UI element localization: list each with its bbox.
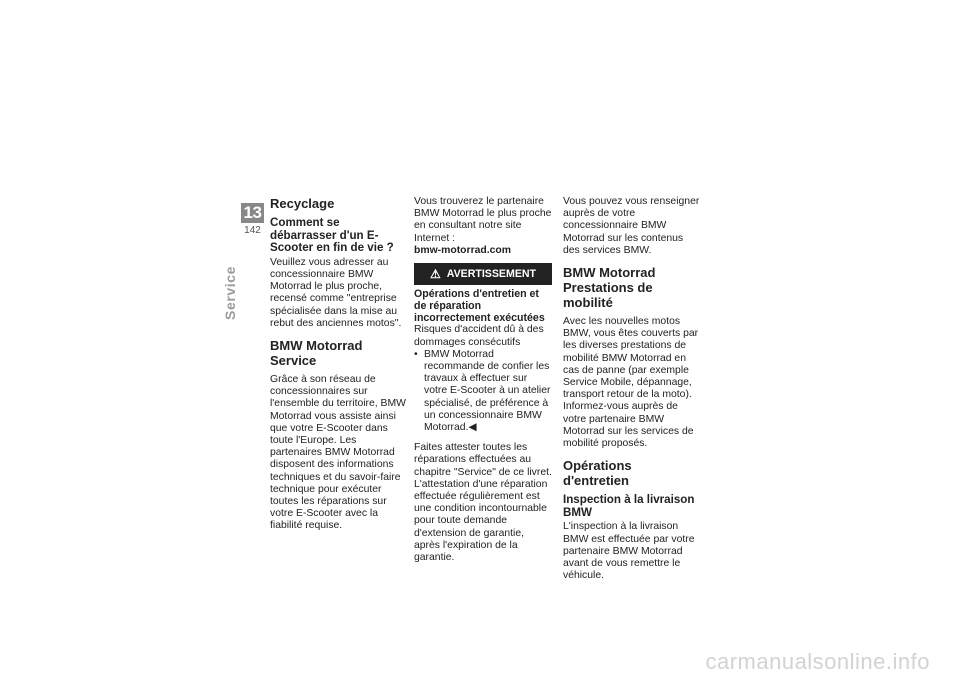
paragraph-mobility-1: Avec les nouvelles motos BMW, vous êtes couverts par les diverses prestations de mobilité BMW Motorrad en cas de panne (par exemple Service Mobile, dépannage, transport retour de la moto). [563, 316, 699, 401]
paragraph-mobility-2: Informez-vous auprès de votre partenaire BMW Motorrad sur les services de mobilité proposés. [563, 401, 694, 450]
bullet-icon: • [414, 348, 418, 360]
paragraph-service: Grâce à son réseau de concessionnaires sur l'ensemble du territoire, BMW Motorrad vous assiste ainsi que votre E-Scooter dans toute l'Europe. Les partenaires BMW Motorrad disposent des informations techniques et du savoir-faire technique pour exécuter toutes les réparations sur votre E-Scooter avec la fiabilité requise. [270, 374, 406, 532]
paragraph-delivery: L'inspection à la livraison BMW est effectuée par votre partenaire BMW Motorrad avant de vous remettre le véhicule. [563, 521, 695, 582]
section-side-label: Service [222, 265, 238, 320]
heading-maintenance: Opérations d'entretien [563, 458, 632, 489]
bullet-text: BMW Motorrad recommande de confier les travaux à effectuer sur votre E-Scooter à un atelier spécialisé, de préférence à un concessionnaire BMW Motorrad.◀ [424, 348, 551, 434]
heading-disposal: Comment se débarrasser d'un E-Scooter en fin de vie ? [270, 216, 394, 255]
paragraph-info: Vous pouvez vous renseigner auprès de votre concessionnaire BMW Motorrad sur les contenus des services BMW. [563, 196, 700, 256]
column-left [270, 196, 408, 541]
warning-title: Opérations d'entretien et de réparation incorrectement exécutées [414, 288, 545, 324]
paragraph-attest: Faites attester toutes les réparations effectuées au chapitre "Service" de ce livret. L'attestation d'une réparation effectuée régulièrement est une condition incontournable pour toute demande d'extension de garantie, après l'expiration de la garantie. [414, 442, 552, 564]
watermark: carmanualsonline.info [705, 649, 930, 674]
warning-label: AVERTISSEMENT [446, 267, 537, 280]
heading-mobility: BMW Motorrad Prestations de mobilité [563, 265, 656, 311]
warning-bullet [414, 349, 552, 434]
page-number: 142 [244, 225, 261, 236]
column-middle [414, 196, 552, 572]
chapter-number-badge: 13 [241, 203, 264, 223]
heading-service: BMW Motorrad Service [270, 338, 363, 368]
heading-recycling: Recyclage [270, 196, 335, 211]
paragraph-partner: Vous trouverez le partenaire BMW Motorrad le plus proche en consultant notre site Internet : [414, 196, 552, 244]
heading-delivery: Inspection à la livraison BMW [563, 493, 695, 519]
warning-banner [414, 263, 552, 285]
warning-risk: Risques d'accident dû à des dommages consécutifs [414, 324, 544, 348]
website-link[interactable]: bmw-motorrad.com [414, 244, 511, 256]
end-mark-icon: ◀ [468, 422, 477, 434]
column-right [563, 196, 701, 590]
warning-triangle-icon: ⚠ [429, 266, 441, 281]
paragraph-disposal: Veuillez vous adresser au concessionnaire BMW Motorrad le plus proche, recensé comme "entreprise spécialisée dans la mise au rebut des anciennes motos". [270, 256, 402, 329]
